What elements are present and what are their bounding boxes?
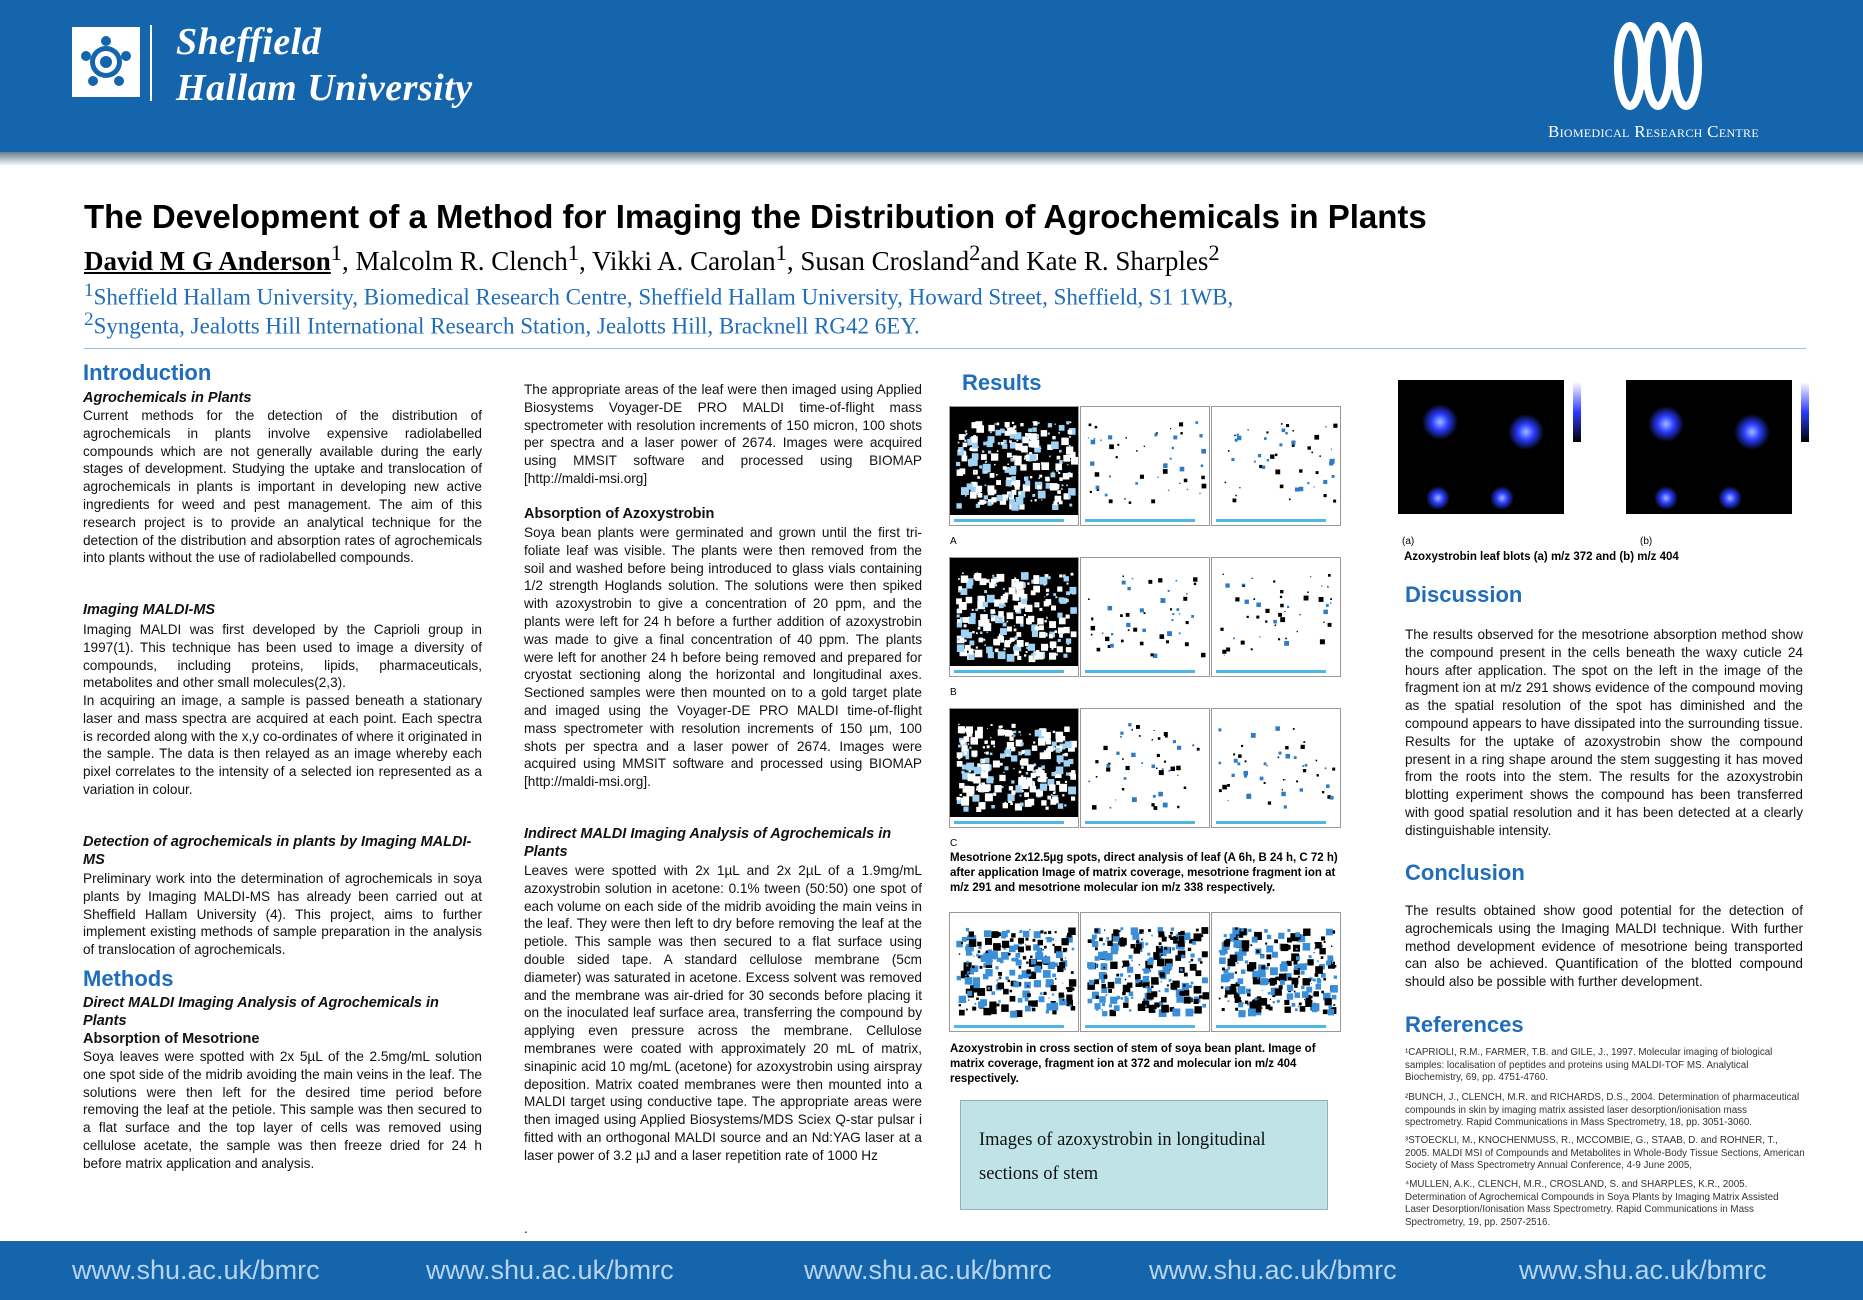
- reference-item: ⁴MULLEN, A.K., CLENCH, M.R., CROSLAND, S. and SHARPLES, K.R., 2005. Determination of Agrochemical Compounds in Soya Plants by Imaging Matrix Assisted Laser Desorption/Ionisation Mass Spectrometry. Rapid Communications in Mass Spectrometry, 19, pp. 2507-2516.: [1405, 1179, 1779, 1228]
- mesotrione-heading: Absorption of Mesotrione: [83, 1031, 260, 1047]
- author-sup: 1: [567, 240, 580, 265]
- footer-url-link[interactable]: www.shu.ac.uk/bmrc: [72, 1255, 320, 1285]
- row-label-a: A: [950, 536, 957, 547]
- author-sup: 2: [1208, 240, 1220, 265]
- author-sup: 1: [330, 240, 343, 265]
- stray-dot: .: [524, 1221, 528, 1236]
- author: , Susan Crosland: [786, 246, 970, 276]
- author-sup: 1: [775, 240, 787, 265]
- blot-label-a: (a): [1402, 536, 1415, 547]
- azoxystrobin-stem-caption: Azoxystrobin in cross section of stem of soya bean plant. Image of matrix coverage, fragment ion at 372 and molecular ion m/z 404 respectively.: [950, 1043, 1316, 1085]
- detection-heading-2: MS: [83, 852, 105, 868]
- maldi-image-panel: [1211, 406, 1341, 526]
- mesotrione-paragraph: Soya leaves were spotted with 2x 5µL of the 2.5mg/mL solution one spot side of the midrib avoiding the main veins in the leaf. The solutions were then left for the desired time period before removing the leaf at the petiole. This sample was then secured to a flat surface and the top layer of cells was removed using cellulose acetate, the sample was then freeze dried for 24 h before matrix application and analysis.: [83, 1049, 482, 1171]
- affiliation-sup: 1: [84, 280, 94, 301]
- maldi-image-panel: [1080, 557, 1210, 677]
- author-list: [84, 240, 1220, 277]
- introduction-heading: Introduction: [83, 360, 212, 385]
- rose-logo-icon: [72, 27, 140, 97]
- imaging-paragraph: The appropriate areas of the leaf were then imaged using Applied Biosystems Voyager-DE PRO MALDI time-of-flight mass spectrometer with resolution increments of 150 micron, 100 shots per spectra and a laser power of 2674. Images were acquired using MMSIT software and processed using BIOMAP [http://maldi-msi.org]: [524, 382, 922, 486]
- university-name-line2: Hallam University: [176, 67, 473, 109]
- affiliation-1: [84, 280, 1233, 311]
- longitudinal-note-box: [960, 1100, 1328, 1210]
- affiliation-text: Sheffield Hallam University, Biomedical Research Centre, Sheffield Hallam University, Howard Street, Sheffield, S1 1WB,: [93, 284, 1234, 310]
- maldi-image-panel: [949, 406, 1079, 526]
- direct-maldi-heading-1: Direct MALDI Imaging Analysis of Agrochemicals in: [83, 995, 439, 1011]
- discussion-paragraph: The results observed for the mesotrione absorption method show the compound present in the cells beneath the waxy cuticle 24 hours after application. The spot on the left in the image of the fragment ion at m/z 291 shows evidence of the compound moving as the spatial resolution of the spot has diminished and the compound appears to have dissipated into the surrounding tissue. Results for the uptake of azoxystrobin show the compound present in a ring shape around the stem suggesting it has moved from the roots into the stem. The results for the azoxystrobin blotting experiment shows the compound has been transferred with good spatial resolution and it has been detected at a clearly distinguishable intensity.: [1405, 627, 1803, 838]
- footer-url-link[interactable]: www.shu.ac.uk/bmrc: [426, 1255, 674, 1285]
- maldi-image-panel: [949, 708, 1079, 828]
- imaging-maldi-heading: Imaging MALDI-MS: [83, 602, 216, 618]
- results-heading: Results: [962, 370, 1042, 395]
- agrochemicals-paragraph: Current methods for the detection of the distribution of agrochemicals in plants involve expensive radiolabelled compounds which are not generally available during the early stages of development. Studying the uptake and translocation of agrochemicals in plants is important in developing new active ingredients for weed and pest management. The aim of this research project is to provide an analytical technique for the detection of the distribution and absorption rates of agrochemicals into plants without the use of radiolabelled compounds.: [83, 408, 482, 566]
- author-sup: 2: [969, 240, 981, 265]
- maldi-image-panel: [1080, 406, 1210, 526]
- maldi-image-panel: [949, 912, 1079, 1032]
- mesotrione-caption: Mesotrione 2x12.5µg spots, direct analysis of leaf (A 6h, B 24 h, C 72 h) after application Image of matrix coverage, mesotrione fragment ion at m/z 291 and mesotrione molecular ion m/z 338 respectively.: [950, 852, 1338, 894]
- longitudinal-note-text: Images of azoxystrobin in longitudinal sections of stem: [979, 1130, 1266, 1184]
- detection-heading-1: Detection of agrochemicals in plants by Imaging MALDI-: [83, 834, 472, 850]
- references-heading: References: [1405, 1012, 1524, 1037]
- discussion-heading: Discussion: [1405, 582, 1523, 607]
- conclusion-heading: Conclusion: [1405, 860, 1525, 885]
- logo-divider: [150, 25, 152, 101]
- reference-item: ³STOECKLI, M., KNOCHENMUSS, R., MCCOMBIE, G., STAAB, D. and ROHNER, T., 2005. MALDI MSI of Compounds and Metabolites in Whole-Body Tissue Sections, American Society of Mass Spectrometry Annual Conference, 4-9 June 2005,: [1405, 1135, 1805, 1172]
- imaging-maldi-paragraph-2: In acquiring an image, a sample is passed beneath a stationary laser and mass spectra are acquired at each point. Each spectra is recorded along with the x,y co-ordinates of where it originated in the sample. The data is then relayed as an image whereby each pixel correlates to the intensity of a selected ion represented as a variation in colour.: [83, 693, 482, 797]
- reference-item: ¹CAPRIOLI, R.M., FARMER, T.B. and GILE, J., 1997. Molecular imaging of biological samples: localisation of peptides and proteins using MALDI-TOF MS. Analytical Biochemistry, 69, pp. 4751-4760.: [1405, 1047, 1773, 1084]
- row-label-b: B: [950, 687, 957, 698]
- author: , Malcolm R. Clench: [342, 246, 568, 276]
- leaf-blot-b-image: [1626, 380, 1792, 514]
- blot-a-colorbar: [1573, 382, 1581, 442]
- poster-title: The Development of a Method for Imaging the Distribution of Agrochemicals in Plants: [84, 198, 1427, 235]
- maldi-image-panel: [1211, 557, 1341, 677]
- footer-url-link[interactable]: www.shu.ac.uk/bmrc: [1519, 1255, 1767, 1285]
- conclusion-paragraph: The results obtained show good potential for the detection of agrochemicals using the Imaging MALDI technique. With further method development evidence of mesotrione being transported can also be achieved. Quantification of the blotted compound should also be possible with further development.: [1405, 903, 1803, 990]
- affiliation-text: Syngenta, Jealotts Hill International Research Station, Jealotts Hill, Bracknell RG42 6EY.: [93, 313, 920, 339]
- affiliation-2: [84, 309, 920, 340]
- row-label-c: C: [950, 838, 958, 849]
- footer-url-link[interactable]: www.shu.ac.uk/bmrc: [804, 1255, 1052, 1285]
- reference-item: ²BUNCH, J., CLENCH, M.R. and RICHARDS, D.S., 2004. Determination of pharmaceutical compounds in skin by imaging matrix assisted laser desorption/ionisation mass spectrometry. Rapid Communications in Mass Spectrometry, 18, pp. 3051-3060.: [1405, 1092, 1800, 1129]
- maldi-image-panel: [949, 557, 1079, 677]
- bmrc-logo-icon: [1610, 12, 1706, 120]
- detection-paragraph: Preliminary work into the determination of agrochemicals in soya plants by Imaging MALDI-MS has already been carried out at Sheffield Hallam University (4). This project, aims to further implement existing methods of sample preparation in the analysis of translocation of agrochemicals.: [83, 871, 482, 958]
- university-name-line1: Sheffield: [176, 21, 322, 63]
- indirect-maldi-heading-2: Plants: [524, 844, 568, 860]
- maldi-image-panel: [1080, 708, 1210, 828]
- affiliation-sup: 2: [84, 309, 94, 330]
- azoxystrobin-paragraph: Soya bean plants were germinated and grown until the first tri-foliate leaf was visible. The plants were then removed from the soil and washed before being introduced to glass vials containing 1/2 strength Hoglands solution. The solutions were then spiked with azoxystrobin to give a concentration of 20 ppm, and the plants were left for 24 h before a further addition of azoxystrobin was made to give a final concentration of 40 ppm. The plants were left for another 24 h before being removed and prepared for cryostat sectioning along the horizontal and longitudinal axes. Sectioned samples were then mounted on to a gold target plate and imaged using the Voyager-DE PRO MALDI time-of-flight mass spectrometer with resolution increments of 150 µm, 100 shots per spectra and a laser power of 2674. Images were acquired using MMSIT software and processed using BIOMAP [http://maldi-msi.org].: [524, 525, 922, 790]
- methods-heading: Methods: [83, 966, 174, 991]
- indirect-maldi-paragraph: Leaves were spotted with 2x 1µL and 2x 2µL of a 1.9mg/mL azoxystrobin solution in acetone: 0.1% tween (50:50) one spot of each volume on each side of the midrib avoiding the main veins in the leaf. They were then left to dry before removing the leaf at the petiole. This sample was then secured to a flat surface using double sided tape. A standard cellulose membrane (5cm diameter) was saturated in acetone. Excess solvent was removed and the membrane was air-dried for 30 seconds before placing it on the inoculated leaf surface area, transferring the compound by applying even pressure across the membrane. Cellulose membranes were coated with approximately 20 mL of matrix, sinapinic acid 10 mg/mL (acetone) for azoxystrobin using airspray deposition. Matrix coated membranes were then mounted into a MALDI target using conductive tape. The appropriate areas were then imaged using Applied Biosystems/MDS Sciex Q-star pulsar i fitted with an orthogonal MALDI source and an Nd:YAG laser at a laser power of 3.2 µJ and a laser repetition rate of 1000 Hz: [524, 863, 922, 1163]
- author: , Vikki A. Carolan: [579, 246, 776, 276]
- blot-b-colorbar: [1801, 382, 1809, 442]
- leaf-blot-caption: Azoxystrobin leaf blots (a) m/z 372 and (b) m/z 404: [1404, 551, 1679, 563]
- maldi-image-panel: [1211, 708, 1341, 828]
- research-centre-name: Biomedical Research Centre: [1548, 122, 1759, 141]
- header-shadow: [0, 152, 1863, 166]
- main-author: David M G Anderson: [84, 246, 331, 276]
- imaging-maldi-paragraph-1: Imaging MALDI was first developed by the Caprioli group in 1997(1). This technique has been used to image a diversity of compounds, including proteins, lipids, pharmaceuticals, metabolites and other small molecules(2,3).: [83, 622, 482, 691]
- maldi-image-panel: [1080, 912, 1210, 1032]
- leaf-blot-a-image: [1398, 380, 1564, 514]
- author: and Kate R. Sharples: [980, 246, 1209, 276]
- azoxystrobin-heading: Absorption of Azoxystrobin: [524, 506, 715, 522]
- agrochemicals-heading: Agrochemicals in Plants: [83, 390, 252, 406]
- footer-url-link[interactable]: www.shu.ac.uk/bmrc: [1149, 1255, 1397, 1285]
- blot-label-b: (b): [1640, 536, 1653, 547]
- direct-maldi-heading-2: Plants: [83, 1013, 127, 1029]
- maldi-image-panel: [1211, 912, 1341, 1032]
- title-divider: [84, 348, 1806, 349]
- indirect-maldi-heading-1: Indirect MALDI Imaging Analysis of Agrochemicals in: [524, 826, 892, 842]
